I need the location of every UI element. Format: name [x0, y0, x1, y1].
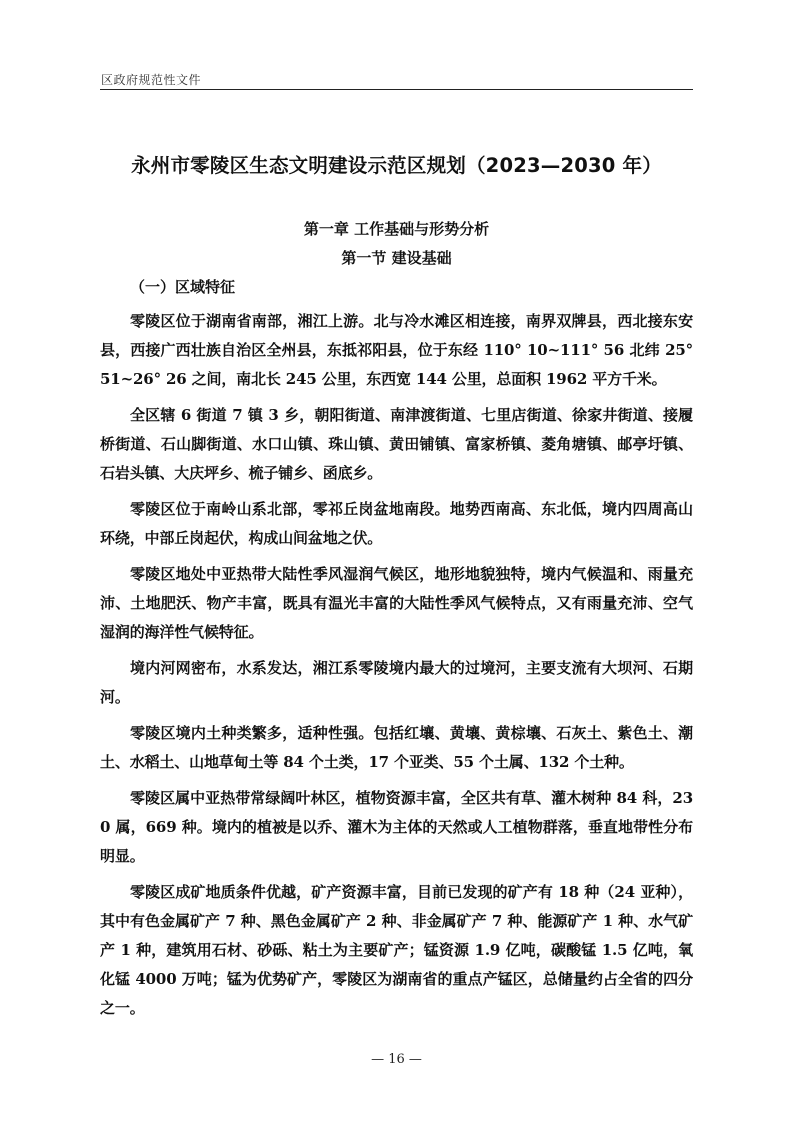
paragraph-administrative-divisions: 全区辖 6 街道 7 镇 3 乡，朝阳街道、南津渡街道、七里店街道、徐家井街道、接履桥街道、石山脚街道、水口山镇、珠山镇、黄田铺镇、富家桥镇、菱角塘镇、邮亭圩镇、石岩头镇、大庆坪乡、梳子铺乡、函底乡。	[100, 406, 693, 482]
chapter-heading: 第一章 工作基础与形势分析	[303, 220, 490, 238]
paragraph-minerals: 零陵区成矿地质条件优越，矿产资源丰富，目前已发现的矿产有 18 种（24 亚种），其中有色金属矿产 7 种、黑色金属矿产 2 种、非金属矿产 7 种、能源矿产 1 种、水气矿产 1 种，建筑用石材、砂砾、粘土为主要矿产；锰资源 1.9 亿吨，碳酸锰 1.5 亿吨，氧化锰 4000 万吨；锰为优势矿产，零陵区为湖南省的重点产锰区，总储量约占全省的四分之一。	[100, 883, 693, 1017]
paragraph-vegetation: 零陵区属中亚热带常绿阔叶林区，植物资源丰富，全区共有草、灌木树种 84 科，230 属，669 种。境内的植被是以乔、灌木为主体的天然或人工植物群落，垂直地带性分布明显。	[100, 789, 693, 865]
page-header-label: 区政府规范性文件	[101, 73, 202, 87]
section-heading: 第一节 建设基础	[341, 249, 452, 267]
document-title: 永州市零陵区生态文明建设示范区规划（2023—2030 年）	[131, 154, 662, 177]
subsection-heading: （一）区域特征	[130, 278, 236, 296]
paragraph-soil: 零陵区境内土种类繁多，适种性强。包括红壤、黄壤、黄棕壤、石灰土、紫色土、潮土、水稻土、山地草甸土等 84 个土类，17 个亚类、55 个土属、132 个土种。	[100, 724, 693, 771]
paragraph-rivers: 境内河网密布，水系发达，湘江系零陵境内最大的过境河，主要支流有大坝河、石期河。	[100, 659, 693, 706]
paragraph-location: 零陵区位于湖南省南部，湘江上游。北与冷水滩区相连接，南界双牌县，西北接东安县，西接广西壮族自治区全州县，东抵祁阳县，位于东经 110° 10~111° 56 北纬 25° 51~26° 26 之间，南北长 245 公里，东西宽 144 公里，总面积 1962 平方千米。	[100, 312, 693, 388]
header-divider	[100, 89, 693, 90]
paragraph-terrain: 零陵区位于南岭山系北部，零祁丘岗盆地南段。地势西南高、东北低，境内四周高山环绕，中部丘岗起伏，构成山间盆地之伏。	[100, 500, 693, 547]
body-text	[100, 307, 693, 1030]
page-number: — 16 —	[371, 1052, 422, 1067]
paragraph-climate: 零陵区地处中亚热带大陆性季风湿润气候区，地形地貌独特，境内气候温和、雨量充沛、土地肥沃、物产丰富，既具有温光丰富的大陆性季风气候特点，又有雨量充沛、空气湿润的海洋性气候特征。	[100, 565, 693, 641]
